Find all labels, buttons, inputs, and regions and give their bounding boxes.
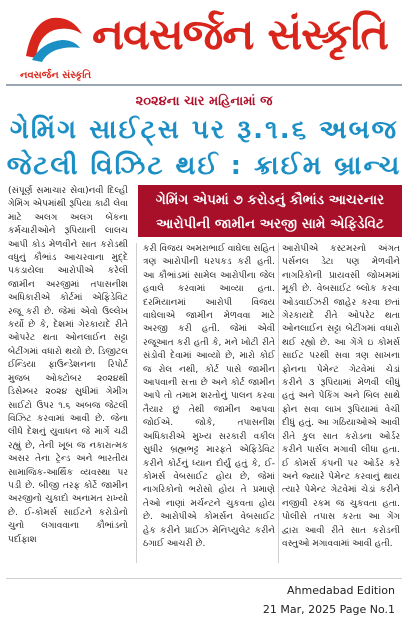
masthead-tagline: નવસર્જન સંસ્કૃતિ	[20, 70, 92, 81]
column-divider	[278, 243, 279, 563]
article-column-2: કરી વિજય અમરાભાઈ વાઘેલા સહિત ત્રણ આરોપીની ધરપકડ કરી હતી. આ કૌભાંડમાં સામેલ આરોપીના જેલ હવાલે કરવામાં આવ્યા હતા. દરમિયાનમાં આરોપી વિજય વાઘેલાએ જામીન મેળવવા માટે અરજી કરી હતી. જેમાં એવી રજૂઆત કરી હતી કે, મને ખોટી રીતે સંડોવી દેવામાં આવ્યો છે, મારો કોઈ જ રોલ નથી, કોર્ટ પાસે જામીન આપવાની સત્તા છે અને કોર્ટ જામીન આપે તો તમામ શરતોનું પાલન કરવા તૈયાર છું તેથી જામીન આપવા જોઈએ. જોકે, તપાસનીશ અધિકારીએ મુખ્ય સરકારી વકીલ સુધીર બ્રહ્મભટ્ટ મારફતે એફિડેવિટ કરીને કોર્ટનું ધ્યાન દોર્યું હતું કે, ઈ-કોમર્સ વેબસાઈટ હોય છે, જેમાં નાગરિકોનો ભરોસો હોય તે પ્રમાણે તેઓ નાણાં મર્ચન્ટને ચુકવતા હોય છે. આરોપીએ કોમર્સન વેબસાઈટ હેક કરીને પ્રાઈઝ મેનિપ્યુલેટ કરીને ઠગાઈ આચરી છે.	[143, 244, 275, 549]
newspaper-clipping	[6, 4, 402, 592]
clipping-bottom-border	[6, 578, 402, 579]
date-page-label: 21 Mar, 2025 Page No.1	[262, 603, 395, 616]
logo-emblem-icon	[22, 12, 86, 66]
article-kicker: ૨૦૨૪ના ચાર મહિનામાં જ	[135, 94, 273, 109]
article-subhead: ગેમિંગ એપમાં ૭ કરોડનું કૌભાંડ આચરનાર આરોપીની જામીન અરજી સામે એફિડેવિટ	[138, 185, 402, 237]
masthead	[6, 4, 402, 86]
article-column-3: આરોપીએ કસ્ટમરનો અંગત પર્સનલ ડેટા પણ મેળવીને નાગરિકોની પ્રાયવસી જોખમમાં મૂકી છે. વેબસાઈટ બ્લોક કરવા ઓડવાઈઝરી જાહેર કરવા છતાં ગેરકાયદે રીતે ઓપરેટ થતા ઓનલાઈન સટ્ટા બેટીંગમાં વધારો થઈ રહ્યો છે. આ ગેંગે ઇ કોમર્સ સાઈટ પરથી સવા ત્રણ સાખના ફોનના પેમેન્ટ ગેટવેમાં ચેડાં કરીને ૩ રૂપિયામાં મેળવી લીધું હતું અને પેકિંગ અને બિલ સાથે ફોન સવા લાખ રૂપિયામાં વેચી દીધું હતું. આ ગઠિયાઓએ આવી રીતે કુલ સાત કરોડના ઓર્ડર કરીને પાર્સલ મગાવી લીધા હતા. ઈ કોમર્સ કંપની પર ઓર્ડર કરે અને જ્યારે પેમેન્ટ કરવાનું થાય ત્યારે પેમેન્ટ ગેટવેમાં ચેડાં કરીને નજીવી રકમ જ ચુકવતા હતા. પોલીસે તપાસ કરતા આ ગેંગ દ્વારા આવી રીતે સાત કરોડની વસ્તુઓ મગાવવામાં આવી હતી.	[282, 244, 400, 549]
headline-line-1: ગેમિંગ સાઈટ્સ પર રૂ.૧.૬ અબજ	[9, 115, 399, 145]
article-headline	[6, 112, 402, 184]
article-column-1: (સંપૂર્ણ સમાચાર સેવા)નવી દિલ્હી ગેમિંગ એપમાંથી રૂપિયા કાઢી લેવા માટે અલગ અલગ બેંકના કર્મચારીઓને રૂપિયાની લાલચ આપી કોડ મેળવીને સાત કરોડથી વધુનું કૌભાંડ આચરવાના મુદ્દે પકડાયેલા આરોપીએ કરેલી જામીન અરજીમાં તપાસનીશ અધિકારીએ કોર્ટમાં એફિડેવિટ રજૂ કરી છે. જેમાં એવો ઉલ્લેખ કર્યો છે કે, દેશમાં ગેરકાયદે રીતે ઓપરેટ થતા ઓનલાઈન સટ્ટા બેટીંગમાં વધારો થયો છે. ડિજીટલ ઈન્ડિયા ફાઉન્ડેશનના રિપોર્ટ મુજબ ઓક્ટોબર ૨૦૨૪થી ડિસેમ્બર ૨૦૨૪ સુધીમાં ગેમીંગ સાઈટો ઉપર ૧.૬ અબજ જેટલી વિઝિટ કરવામાં આવી છે. જેના લીધે દેશનું યુવાધન જે માર્ગે ચઢી રહ્યું છે, તેની ખૂબ જ નકારાત્મક અસર તેના ટ્રેન્ડ અને ભારતીય સામાજિક-આર્થિક વ્યવસ્થા પર પડી છે. બીજી તરફ કોર્ટે જામીન અરજીનો ચુકાદો અનામત રાખ્યો છે. ઈ-કોમર્સ સાઈટને કરોડોનો ચુનો લગાવવાના કૌભાંડનો પર્દાફાશ	[8, 186, 128, 545]
masthead-divider	[6, 84, 402, 86]
edition-label: Ahmedabad Edition	[287, 584, 395, 597]
masthead-title: નવસર્જન સંસ્કૃતિ	[92, 10, 389, 60]
column-divider	[136, 243, 137, 563]
headline-line-2: જેટલી વિઝિટ થઈ : ક્રાઈમ બ્રાન્ચ	[6, 151, 402, 181]
